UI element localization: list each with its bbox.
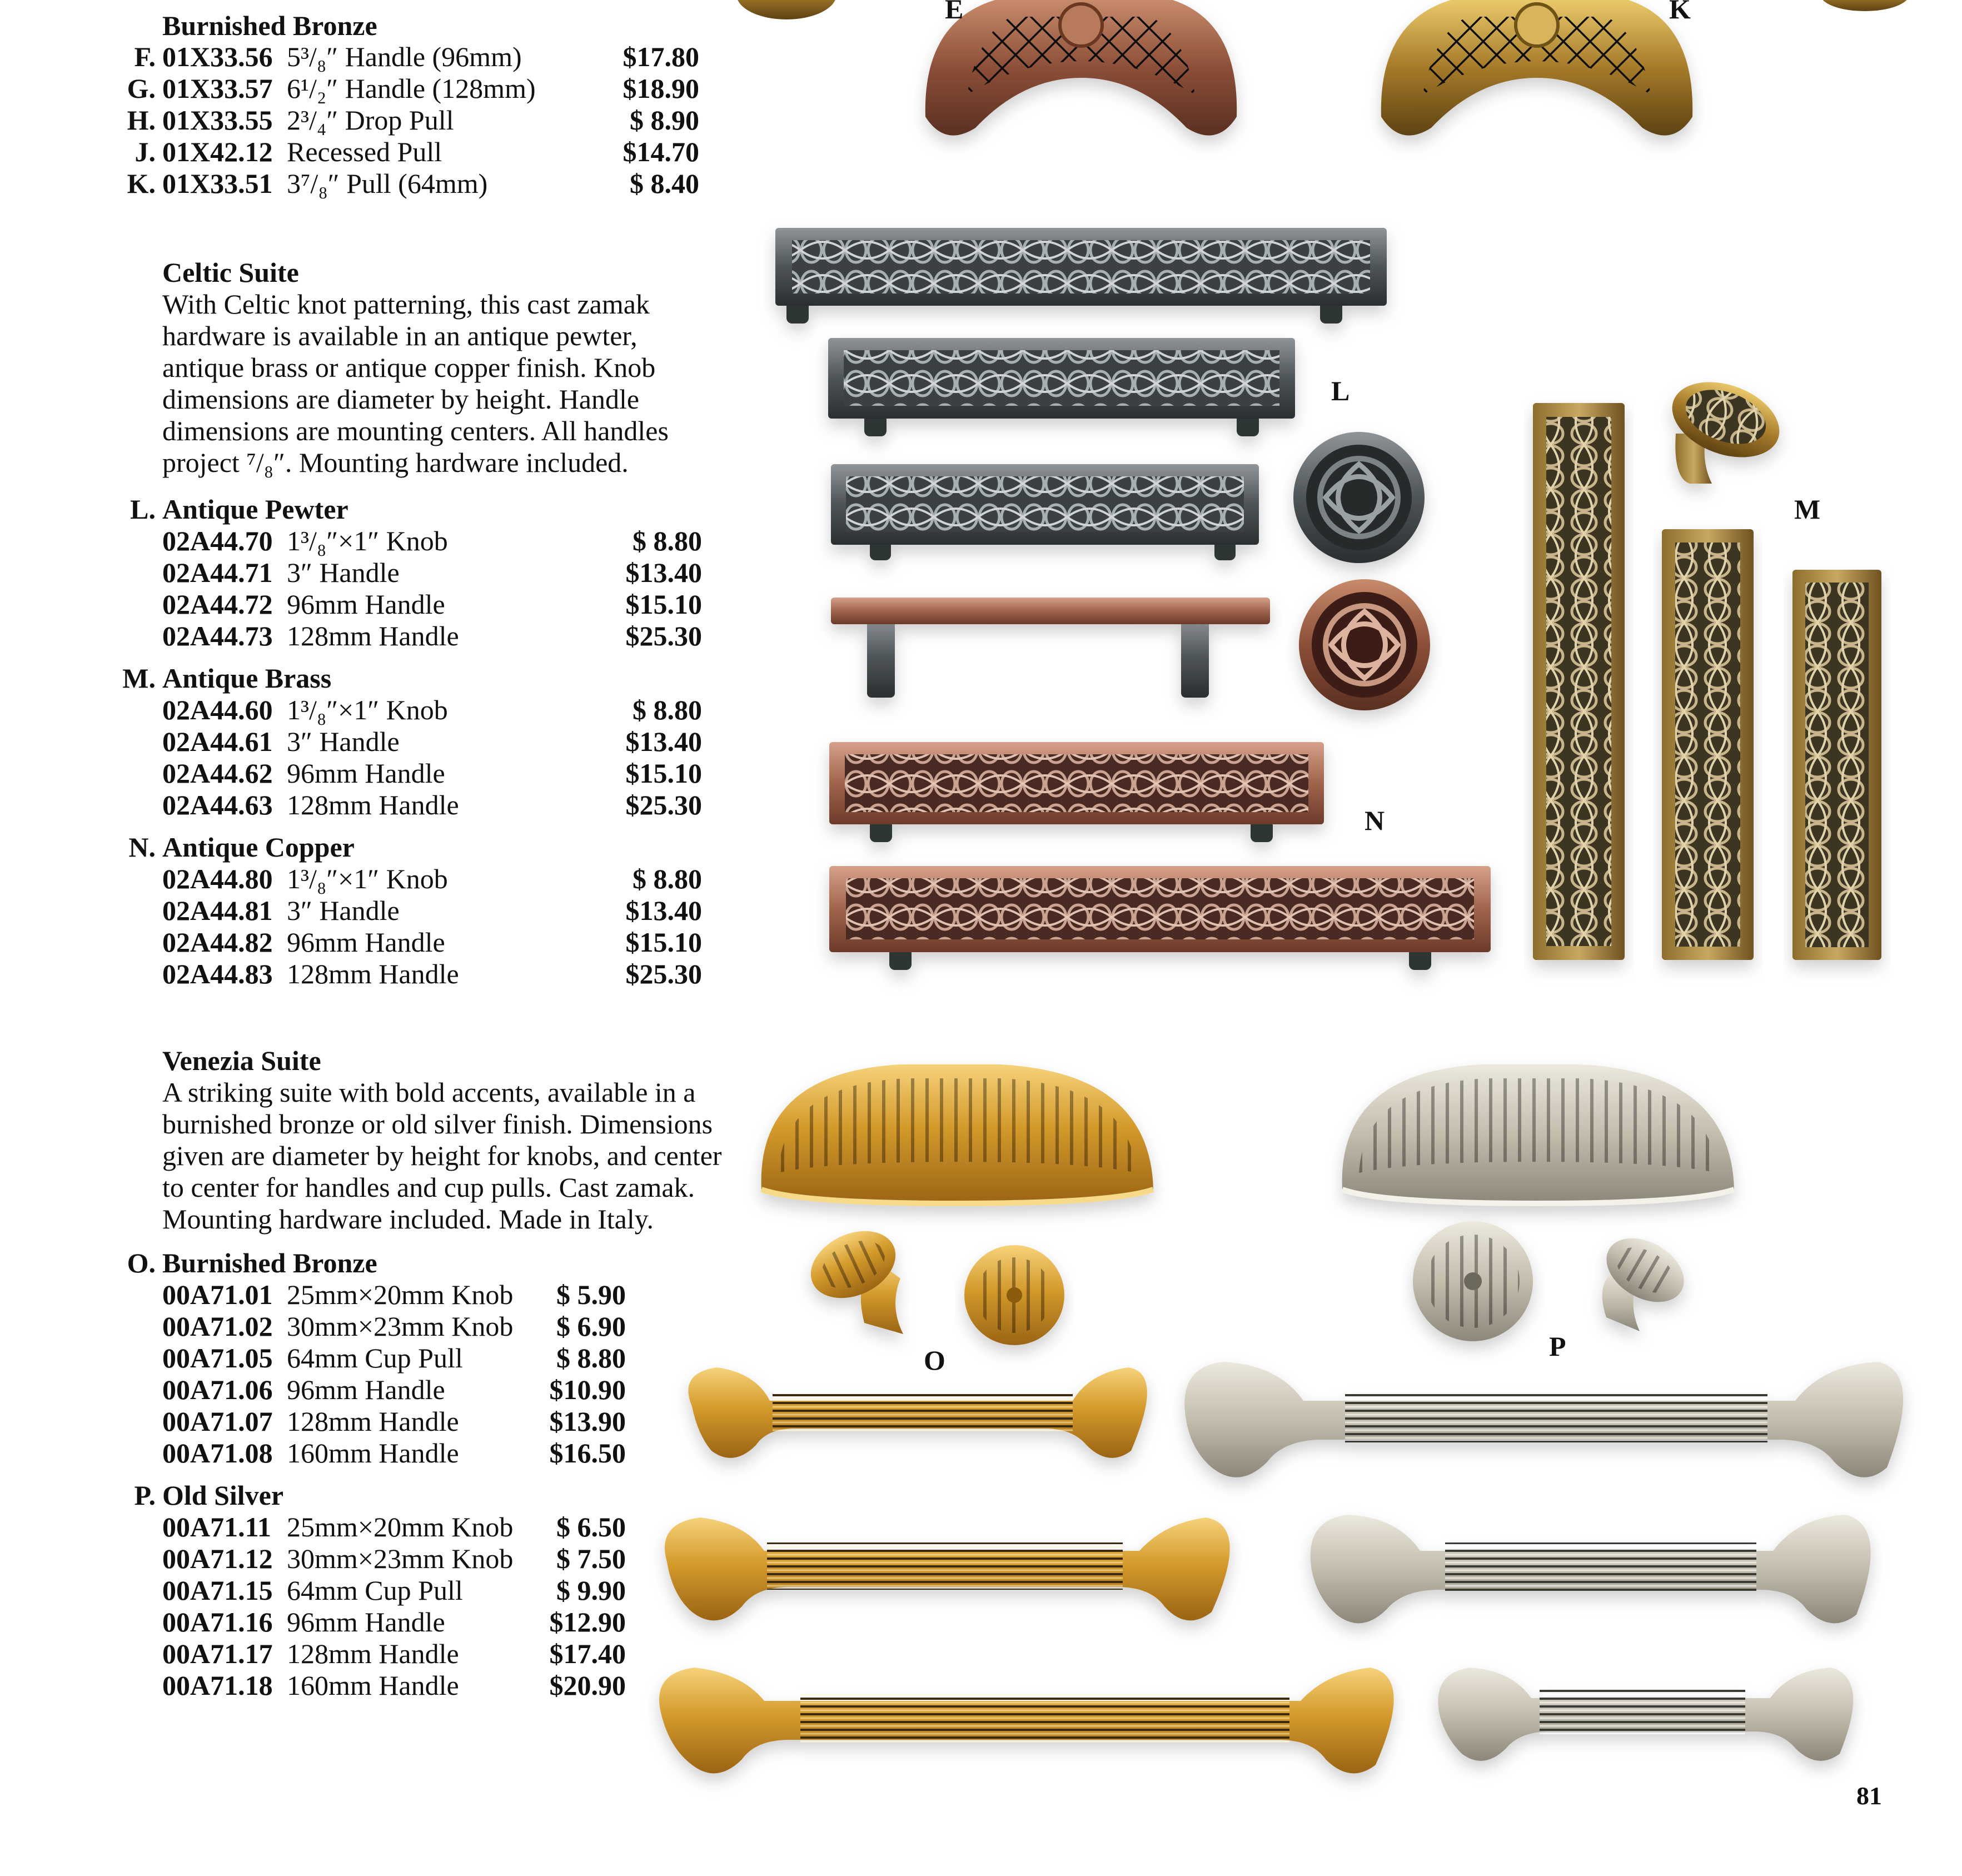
item-price: $15.10	[625, 758, 702, 789]
item-sku: 00A71.17	[162, 1638, 273, 1669]
venezia-handle-bronze-medium	[665, 1517, 1230, 1620]
item-price: $20.90	[549, 1670, 626, 1701]
description-line: project ⁷/₈″. Mounting hardware included.	[162, 447, 629, 478]
photo-label-o: O	[924, 1345, 945, 1376]
item-desc: 3″ Handle	[287, 895, 400, 926]
item-desc: 128mm Handle	[287, 620, 459, 651]
item-sku: 00A71.18	[162, 1670, 273, 1701]
item-desc: Recessed Pull	[287, 136, 442, 167]
item-sku: 01X33.55	[162, 105, 273, 136]
description-line: burnished bronze or old silver finish. Dimensions	[162, 1108, 713, 1139]
venezia-cup-pull-bronze	[761, 1064, 1153, 1203]
item-price: $ 8.90	[630, 105, 699, 136]
item-price: $16.50	[549, 1437, 626, 1469]
item-price: $ 5.90	[556, 1279, 626, 1310]
plain-bar-handle-copper	[831, 598, 1270, 698]
description-line: antique brass or antique copper finish. Knob	[162, 352, 656, 383]
item-desc: 128mm Handle	[287, 1638, 459, 1669]
celtic-handle-pewter-small	[831, 464, 1259, 560]
item-sku: 02A44.60	[162, 694, 273, 725]
item-sku: 00A71.11	[162, 1511, 271, 1542]
item-price: $14.70	[623, 136, 699, 167]
item-sku: 02A44.63	[162, 789, 273, 820]
item-sku: 00A71.07	[162, 1406, 273, 1437]
celtic-knob-brass	[1662, 369, 1790, 484]
item-price: $17.80	[623, 41, 699, 72]
item-letter: J.	[135, 136, 156, 167]
item-price: $10.90	[549, 1374, 626, 1405]
item-desc: 25mm×20mm Knob	[287, 1279, 514, 1310]
celtic-handle-pewter-large	[775, 228, 1387, 324]
item-price: $15.10	[625, 927, 702, 958]
item-price: $ 8.80	[633, 863, 702, 894]
item-sku: 01X33.57	[162, 73, 273, 104]
item-price: $ 9.90	[556, 1575, 626, 1606]
celtic-handle-brass-large	[1533, 403, 1625, 960]
item-desc: 25mm×20mm Knob	[287, 1511, 514, 1542]
item-price: $ 8.80	[556, 1342, 626, 1374]
photo-label-m: M	[1794, 494, 1821, 525]
celtic-handle-copper-medium	[829, 742, 1324, 842]
description-line: given are diameter by height for knobs, and center	[162, 1140, 722, 1171]
item-desc: 128mm Handle	[287, 958, 459, 989]
group-letter: L.	[130, 494, 156, 525]
description-line: dimensions are diameter by height. Handle	[162, 384, 640, 415]
celtic-handle-copper-large	[829, 866, 1491, 970]
item-sku: 00A71.06	[162, 1374, 273, 1405]
ornate-cup-pull-copper	[925, 0, 1237, 136]
photo-label-l: L	[1331, 375, 1350, 406]
venezia-knob-silver-front	[1413, 1221, 1533, 1341]
item-letter: H.	[127, 105, 156, 136]
item-sku: 00A71.05	[162, 1342, 273, 1374]
venezia-knob-silver-side	[1595, 1225, 1695, 1331]
item-sku: 02A44.81	[162, 895, 273, 926]
item-desc: 96mm Handle	[287, 758, 445, 789]
item-price: $13.40	[625, 726, 702, 757]
ornate-cup-pull-brass	[1381, 0, 1692, 136]
venezia-knob-bronze-front	[964, 1245, 1064, 1345]
item-sku: 00A71.16	[162, 1606, 273, 1638]
item-sku: 00A71.08	[162, 1437, 273, 1469]
item-sku: 01X42.12	[162, 136, 273, 167]
group-name: Old Silver	[162, 1480, 284, 1511]
item-desc: 2³/₄″ Drop Pull	[287, 105, 454, 136]
item-sku: 02A44.70	[162, 525, 273, 556]
item-desc: 6¹/₂″ Handle (128mm)	[287, 73, 536, 104]
venezia-knob-bronze-side	[800, 1218, 906, 1334]
item-price: $13.40	[625, 557, 702, 588]
group-letter: P.	[134, 1480, 156, 1511]
item-price: $13.40	[625, 895, 702, 926]
item-price: $17.40	[549, 1638, 626, 1669]
description-line: hardware is available in an antique pewter,	[162, 320, 638, 351]
item-desc: 96mm Handle	[287, 927, 445, 958]
group-name: Burnished Bronze	[162, 1247, 377, 1278]
item-desc: 160mm Handle	[287, 1437, 459, 1469]
item-sku: 02A44.71	[162, 557, 273, 588]
celtic-knob-copper	[1299, 579, 1430, 710]
item-desc: 64mm Cup Pull	[287, 1342, 463, 1374]
item-price: $ 6.50	[556, 1511, 626, 1542]
description-line: Mounting hardware included. Made in Italy.	[162, 1203, 654, 1235]
group-name: Antique Copper	[162, 832, 355, 863]
item-desc: 1³/₈″×1″ Knob	[287, 863, 448, 894]
item-price: $ 8.40	[630, 168, 699, 199]
item-sku: 02A44.72	[162, 589, 273, 620]
item-sku: 02A44.80	[162, 863, 273, 894]
item-sku: 01X33.56	[162, 41, 273, 72]
item-desc: 160mm Handle	[287, 1670, 459, 1701]
group-letter: O.	[127, 1247, 156, 1278]
item-sku: 00A71.12	[162, 1543, 273, 1574]
item-desc: 30mm×23mm Knob	[287, 1543, 514, 1574]
item-desc: 96mm Handle	[287, 1606, 445, 1638]
item-price: $25.30	[625, 620, 702, 651]
page-number: 81	[1856, 1782, 1882, 1810]
item-price: $ 8.80	[633, 525, 702, 556]
photo-label-k: K	[1669, 0, 1691, 24]
group-letter: N.	[128, 832, 156, 863]
item-sku: 00A71.01	[162, 1279, 273, 1310]
celtic-handle-brass-medium	[1662, 529, 1754, 960]
description-line: A striking suite with bold accents, available in a	[162, 1077, 696, 1108]
description-line: dimensions are mounting centers. All handles	[162, 415, 669, 446]
photo-label-n: N	[1365, 805, 1385, 836]
item-desc: 1³/₈″×1″ Knob	[287, 525, 448, 556]
item-desc: 5³/₈″ Handle (96mm)	[287, 41, 522, 72]
venezia-cup-pull-silver	[1342, 1064, 1734, 1203]
venezia-handle-silver-medium	[1311, 1515, 1871, 1623]
item-desc: 96mm Handle	[287, 589, 445, 620]
item-letter: G.	[127, 73, 156, 104]
venezia-handle-silver-large	[1184, 1362, 1903, 1477]
description-line: to center for handles and cup pulls. Cast zamak.	[162, 1172, 695, 1203]
item-desc: 128mm Handle	[287, 1406, 459, 1437]
photo-label-p: P	[1549, 1331, 1566, 1362]
item-desc: 3⁷/₈″ Pull (64mm)	[287, 168, 488, 199]
item-sku: 01X33.51	[162, 168, 273, 199]
item-sku: 02A44.73	[162, 620, 273, 651]
item-desc: 3″ Handle	[287, 726, 400, 757]
group-name: Antique Pewter	[162, 494, 348, 525]
item-letter: K.	[127, 168, 156, 199]
item-desc: 64mm Cup Pull	[287, 1575, 463, 1606]
item-sku: 02A44.61	[162, 726, 273, 757]
top-heading: Burnished Bronze	[162, 10, 377, 41]
item-sku: 00A71.02	[162, 1311, 273, 1342]
description-line: With Celtic knot patterning, this cast zamak	[162, 288, 650, 320]
item-sku: 02A44.83	[162, 958, 273, 989]
item-price: $25.30	[625, 958, 702, 989]
item-desc: 30mm×23mm Knob	[287, 1311, 514, 1342]
venezia-handle-bronze-large	[659, 1668, 1394, 1773]
item-desc: 96mm Handle	[287, 1374, 445, 1405]
item-price: $ 8.80	[633, 694, 702, 725]
venezia-handle-bronze-small	[688, 1367, 1147, 1458]
item-desc: 128mm Handle	[287, 789, 459, 820]
knob-cropped	[736, 0, 836, 19]
item-desc: 3″ Handle	[287, 557, 400, 588]
group-name: Antique Brass	[162, 663, 332, 694]
item-price: $ 6.90	[556, 1311, 626, 1342]
celtic-knob-pewter	[1293, 432, 1425, 563]
knob-cropped	[1820, 0, 1909, 11]
item-price: $ 7.50	[556, 1543, 626, 1574]
item-letter: F.	[134, 41, 156, 72]
item-price: $25.30	[625, 789, 702, 820]
venezia-title: Venezia Suite	[162, 1045, 321, 1076]
item-price: $18.90	[623, 73, 699, 104]
celtic-title: Celtic Suite	[162, 257, 299, 288]
item-sku: 02A44.82	[162, 927, 273, 958]
group-letter: M.	[122, 663, 156, 694]
item-sku: 02A44.62	[162, 758, 273, 789]
venezia-handle-silver-small	[1438, 1668, 1853, 1761]
item-price: $13.90	[549, 1406, 626, 1437]
item-desc: 1³/₈″×1″ Knob	[287, 694, 448, 725]
photo-label-e: E	[945, 0, 964, 24]
celtic-handle-pewter-medium	[828, 338, 1295, 436]
item-price: $15.10	[625, 589, 702, 620]
celtic-handle-brass-small	[1792, 570, 1881, 960]
item-price: $12.90	[549, 1606, 626, 1638]
item-sku: 00A71.15	[162, 1575, 273, 1606]
